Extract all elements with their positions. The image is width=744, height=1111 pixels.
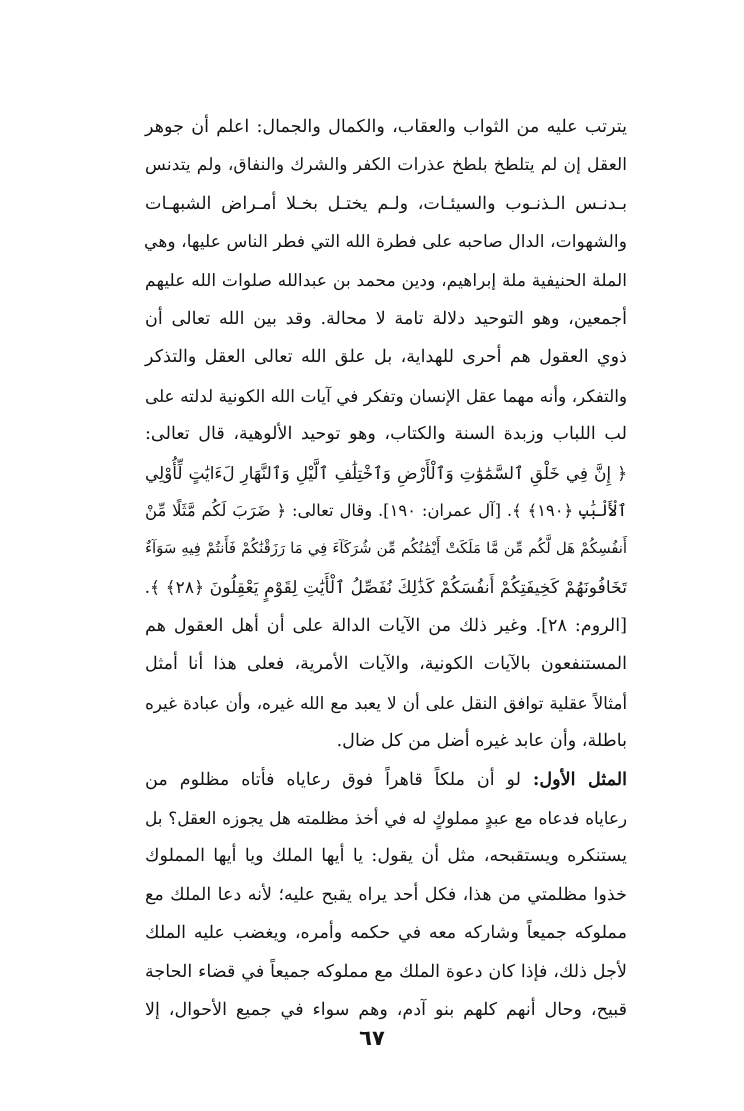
text-line: لأجل ذلك، فإذا كان دعوة الملك مع مملوكه جميعاً في قضاء الحاجة (145, 961, 627, 982)
text-line: يترتب عليه من الثواب والعقاب، والكمال والجمال: اعلم أن جوهر (145, 117, 627, 137)
quran-verse-line: ٱلْأَلْبَٰبِ ﴿١٩٠﴾ ﴾. [آل عمران: ١٩٠]. وقال تعالى: ﴿ ضَرَبَ لَكُم مَّثَلًا مِّنْ (145, 500, 627, 520)
text-line: باطلة، وأن عابد غيره أضل من كل ضال. (336, 731, 627, 752)
text-line: رعاياه فدعاه مع عبدٍ مملوكٍ له في أخذ مظلمته هل يجوزه العقل؟ بل (145, 808, 627, 829)
text-line: يستنكره ويستقبحه، مثل أن يقول: يا أيها الملك ويا أيها المملوك (145, 846, 627, 867)
text-line: قبيح، وحال أنهم كلهم بنو آدم، وهم سواء في جميع الأحوال، إلا (145, 999, 627, 1020)
quran-verse-line: ﴿ إِنَّ فِي خَلْقِ ٱلسَّمَٰوَٰتِ وَٱلْأَرْضِ وَٱخْتِلَٰفِ ٱلَّيْلِ وَٱلنَّهَارِ لَءَايَٰتٍ لِّأُوْلِي (145, 462, 627, 483)
text-line: أجمعين، وهو التوحيد دلالة تامة لا محالة. وقد بين الله تعالى أن (145, 308, 627, 329)
text-line: [الروم: ٢٨]. وغير ذلك من الآيات الدالة على أن أهل العقول هم (145, 616, 628, 637)
text-line: والشهوات، الدال صاحبه على فطرة الله التي فطر الناس عليها، وهي (144, 232, 627, 253)
text-line: والتفكر، وأنه مهما عقل الإنسان وتفكر في آيات الله الكونية لدلته على (145, 385, 627, 406)
text-line: بـدنـس الـذنـوب والسيئـات، ولـم يختـل بخـلا أمـراض الشبهـات (145, 193, 627, 214)
text-line: المستنفعون بالآيات الكونية، والآيات الأمرية، فعلى هذا أنا أمثل (145, 654, 627, 675)
quran-verse-line: تَخَافُونَهُمْ كَخِيفَتِكُمْ أَنفُسَكُمْ كَذَٰلِكَ نُفَصِّلُ ٱلْأَيَٰتِ لِقَوْمٍ يَعْقِلُونَ ﴿٢٨﴾ ﴾. (144, 577, 627, 598)
example-heading: المثل الأول: (532, 768, 628, 790)
text-line: خذوا مظلمتي من هذا، فكل أحد يراه يقبح عليه؛ لأنه دعا الملك مع (145, 884, 627, 905)
text-line: لب اللباب وزبدة السنة والكتاب، وهو توحيد الألوهية، قال تعالى: (145, 424, 627, 445)
example-first-line-text: لو أن ملكاً قاهراً فوق رعاياه فأتاه مظلوم من (145, 769, 521, 790)
page-number: ٦٧ (359, 1026, 385, 1050)
quran-verse-line: أَنفُسِكُمْ هَل لَّكُم مِّن مَّا مَلَكَتْ أَيْمَٰنُكُم مِّن شُرَكَآءَ فِي مَا رَزَقْنَٰكُمْ فَأَنتُمْ فِيهِ سَوَآءٌ (145, 540, 627, 558)
example-first-line (145, 761, 627, 799)
text-line: العقل إن لم يتلطخ بلطخ عذرات الكفر والشرك والنفاق، ولم يتدنس (145, 155, 627, 176)
text-line: ذوي العقول هم أحرى للهداية، بل علق الله تعالى العقل والتذكر (145, 347, 627, 368)
body-text (145, 108, 627, 1029)
text-line: أمثالاً عقلية توافق النقل على أن لا يعبد مع الله غيره، وأن عبادة غيره (145, 692, 627, 713)
text-line: الملة الحنيفية ملة إبراهيم، ودين محمد بن عبدالله صلوات الله عليهم (145, 270, 627, 291)
text-line: مملوكه جميعاً وشاركه معه في حكمه وأمره، ويغضب عليه الملك (145, 923, 627, 944)
